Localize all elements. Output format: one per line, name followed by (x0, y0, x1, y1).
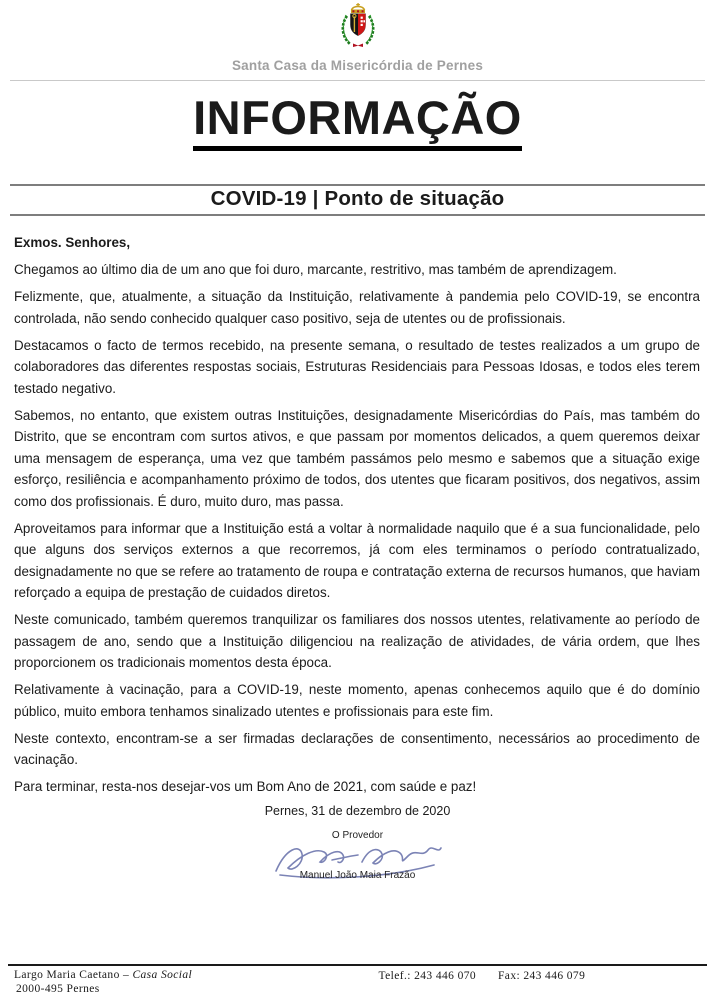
salutation: Exmos. Senhores, (14, 235, 131, 250)
address-street: Largo Maria Caetano – (14, 969, 133, 981)
header-divider (10, 80, 705, 81)
body-paragraph: Neste contexto, encontram-se a ser firmadas declarações de consentimento, necessários ao procedimento de vacinação. (14, 730, 700, 767)
organization-name: Santa Casa da Misericórdia de Pernes (231, 58, 484, 73)
fax-number: Fax: 243 446 079 (498, 970, 586, 982)
coat-of-arms-icon (338, 3, 378, 48)
closing-block (0, 804, 715, 894)
letterhead (0, 0, 715, 81)
body-paragraph: Relativamente à vacinação, para a COVID-19, neste momento, apenas conhecemos aquilo que é do domínio público, muito embora tenhamos sinalizado utentes e profissionais para este fim. (14, 682, 700, 719)
signer-role: O Provedor (331, 829, 384, 841)
subtitle-band (10, 184, 705, 216)
phone-number: Telef.: 243 446 070 (378, 970, 477, 982)
address-postal-code: 2000-495 Pernes (16, 982, 100, 995)
body-paragraph: Chegamos ao último dia de um ano que foi duro, marcante, restritivo, mas também de aprendizagem. (14, 262, 617, 277)
body-paragraph: Sabemos, no entanto, que existem outras Instituições, designadamente Misericórdias do País, mas também do Distrito, que se encontram com surtos ativos, e que passam por momentos delicados, a quem queremos deixar uma mensagem de esperança, uma vez que também passámos pelo mesmo e sabemos que a situação exige esforço, resiliência e acompanhamento próximo de todos, dos utentes que ficaram positivos, dos negativos, assim como dos profissionais. É duro, muito duro, mas passa. (14, 407, 700, 509)
body-paragraph: Destacamos o facto de termos recebido, na presente semana, o resultado de testes realizados a um grupo de colaboradores das diferentes respostas sociais, Estruturas Residenciais para Pessoas Idosas, e todos eles terem testado negativo. (14, 337, 700, 396)
footer-contacts (379, 969, 715, 996)
signature-block (0, 830, 715, 894)
page-title: INFORMAÇÃO (193, 94, 522, 151)
body-paragraph: Aproveitamos para informar que a Instituição está a voltar à normalidade naquilo que é a sua funcionalidade, pelo que alguns dos serviços externos a que recorremos, já com eles terminamos o período contratualizado, designadamente no que se refere ao tratamento de roupa e contratação externa de recursos humanos, que haviam reforçado a equipa de prestação de cuidados diretos. (14, 520, 700, 600)
letter-body (14, 232, 700, 798)
footer-address (14, 969, 379, 996)
address-building: Casa Social (132, 969, 193, 981)
page-footer (0, 964, 715, 1000)
dateline: Pernes, 31 de dezembro de 2020 (264, 803, 451, 818)
body-paragraph: Para terminar, resta-nos desejar-vos um Bom Ano de 2021, com saúde e paz! (14, 779, 477, 794)
signer-name: Manuel João Maia Frazão (299, 869, 416, 881)
body-paragraph: Felizmente, que, atualmente, a situação da Instituição, relativamente à pandemia pelo COVID-19, se encontra controlada, não sendo conhecido qualquer caso positivo, seja de utentes ou de profissionais. (14, 289, 700, 326)
body-paragraph: Neste comunicado, também queremos tranquilizar os familiares dos nossos utentes, relativamente ao período de passagem de ano, sendo que a Instituição diligenciou na realização de atividades, de vária ordem, que lhes proporcionem os tradicionais momentos desta época. (14, 612, 700, 670)
document-subtitle: COVID-19 | Ponto de situação (210, 187, 505, 210)
